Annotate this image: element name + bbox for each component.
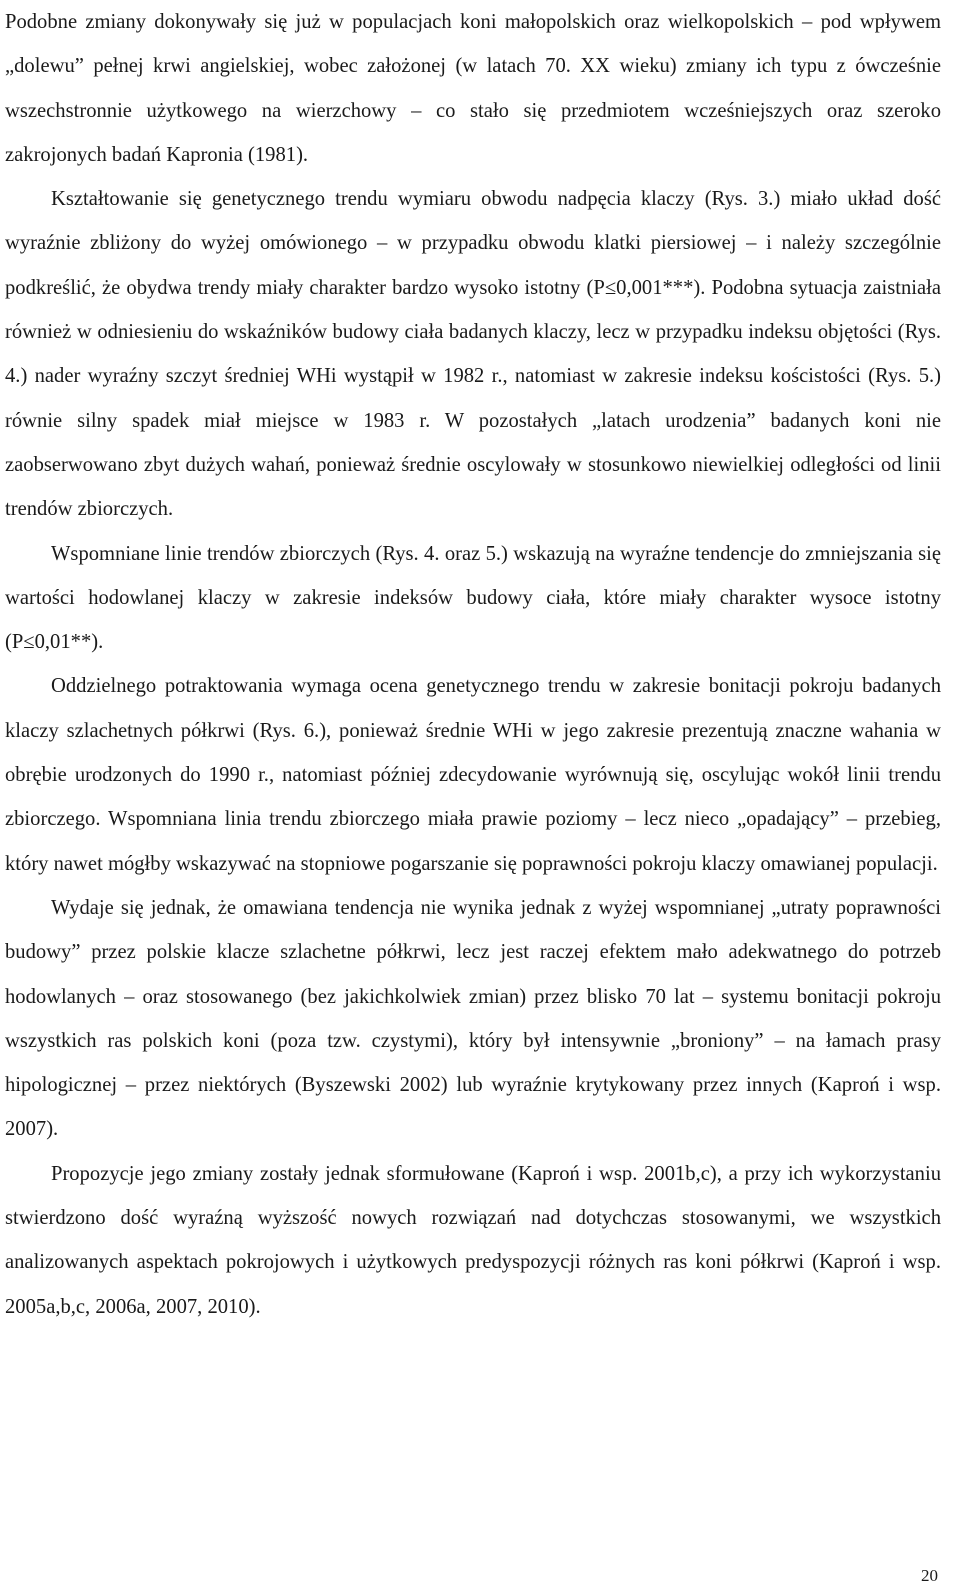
- paragraph-6: Propozycje jego zmiany zostały jednak sformułowane (Kaproń i wsp. 2001b,c), a przy ich wykorzystaniu stwierdzono dość wyraźną wyższość nowych rozwiązań nad dotychczas stosowanymi, we wszystkich analizowanych aspektach pokrojowych i użytkowych predyspozycji różnych ras koni półkrwi (Kaproń i wsp. 2005a,b,c, 2006a, 2007, 2010).: [5, 1162, 941, 1318]
- page-number: 20: [921, 1566, 938, 1585]
- paragraph-4: Oddzielnego potraktowania wymaga ocena genetycznego trendu w zakresie bonitacji pokroju badanych klaczy szlachetnych półkrwi (Rys. 6.), ponieważ średnie WHi w jego zakresie prezentują znaczne wahania w obrębie urodzonych do 1990 r., natomiast później zdecydowanie wyrównują się, oscylując wokół linii trendu zbiorczego. Wspomniana linia trendu zbiorczego miała prawie poziomy – lecz nieco „opadający” – przebieg, który nawet mógłby wskazywać na stopniowe pogarszanie się poprawności pokroju klaczy omawianej populacji.: [5, 675, 941, 875]
- body-text: [5, 0, 941, 1329]
- paragraph-3: Wspomniane linie trendów zbiorczych (Rys. 4. oraz 5.) wskazują na wyraźne tendencje do zmniejszania się wartości hodowlanej klaczy w zakresie indeksów budowy ciała, które miały charakter wysoce istotny (P≤0,01**).: [5, 542, 941, 654]
- paragraph-1: Podobne zmiany dokonywały się już w populacjach koni małopolskich oraz wielkopolskich – pod wpływem „dolewu” pełnej krwi angielskiej, wobec założonej (w latach 70. XX wieku) zmiany ich typu z ówcześnie wszechstronnie użytkowego na wierzchowy – co stało się przedmiotem wcześniejszych oraz szeroko zakrojonych badań Kapronia (1981).: [5, 11, 941, 166]
- paragraph-2: Kształtowanie się genetycznego trendu wymiaru obwodu nadpęcia klaczy (Rys. 3.) miało układ dość wyraźnie zbliżony do wyżej omówionego – w przypadku obwodu klatki piersiowej – i należy szczególnie podkreślić, że obydwa trendy miały charakter bardzo wysoko istotny (P≤0,001***). Podobna sytuacja zaistniała również w odniesieniu do wskaźników budowy ciała badanych klaczy, lecz w przypadku indeksu objętości (Rys. 4.) nader wyraźny szczyt średniej WHi wystąpił w 1982 r., natomiast w zakresie indeksu kościstości (Rys. 5.) równie silny spadek miał miejsce w 1983 r. W pozostałych „latach urodzenia” badanych koni nie zaobserwowano zbyt dużych wahań, ponieważ średnie oscylowały w stosunkowo niewielkiej odległości od linii trendów zbiorczych.: [5, 188, 941, 521]
- paragraph-5: Wydaje się jednak, że omawiana tendencja nie wynika jednak z wyżej wspomnianej „utraty poprawności budowy” przez polskie klacze szlachetne półkrwi, lecz jest raczej efektem mało adekwatnego do potrzeb hodowlanych – oraz stosowanego (bez jakichkolwiek zmian) przez blisko 70 lat – systemu bonitacji pokroju wszystkich ras polskich koni (poza tzw. czystymi), który był intensywnie „broniony” – na łamach prasy hipologicznej – przez niektórych (Byszewski 2002) lub wyraźnie krytykowany przez innych (Kaproń i wsp. 2007).: [5, 896, 941, 1141]
